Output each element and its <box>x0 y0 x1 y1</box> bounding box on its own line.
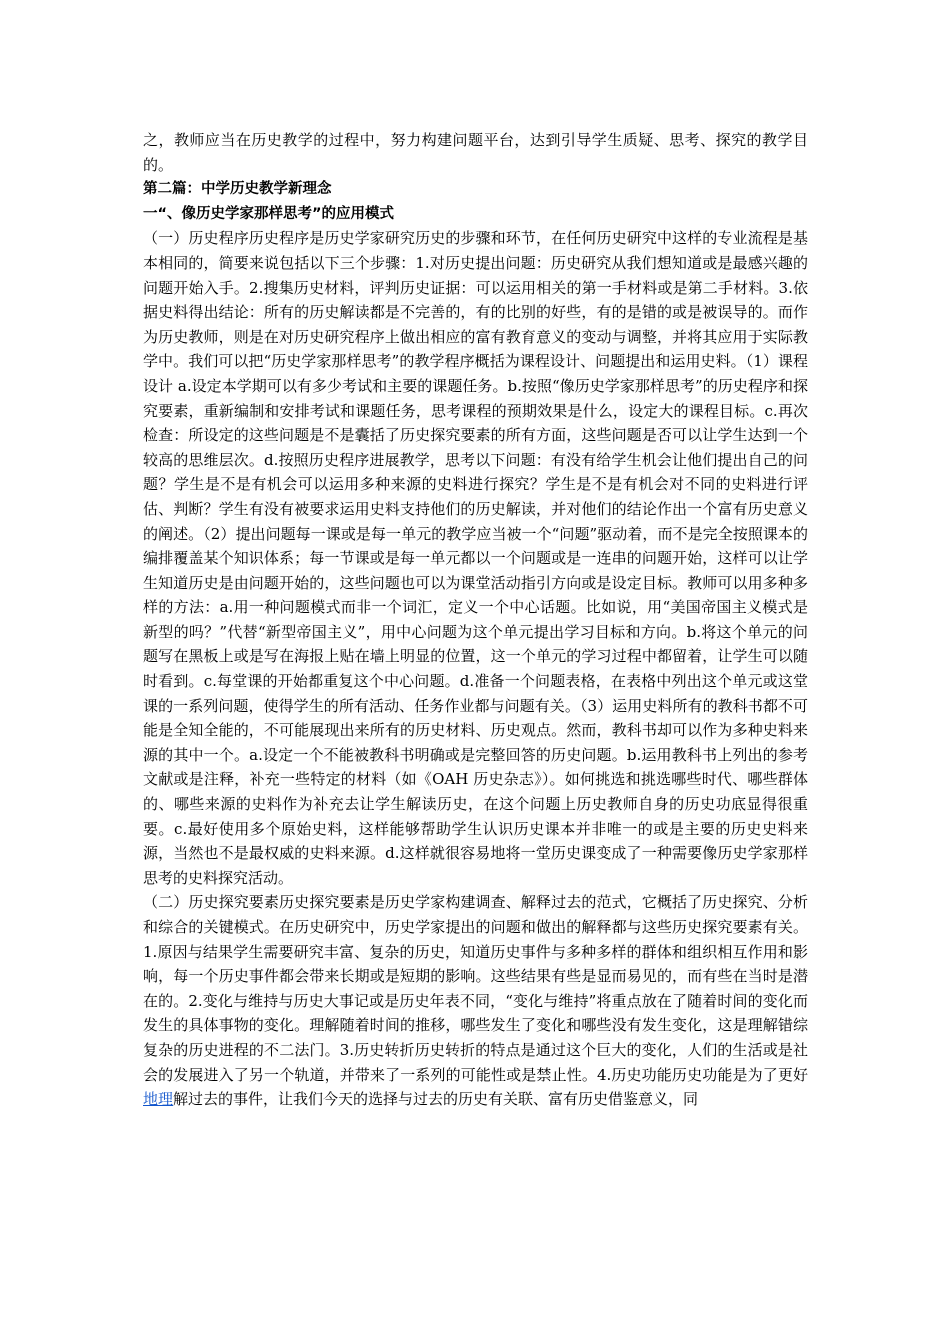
intro-paragraph: 之，教师应当在历史教学的过程中，努力构建问题平台，达到引导学生质疑、思考、探究的教学目的。 <box>143 131 808 174</box>
chapter-title: 第二篇：中学历史教学新理念 <box>143 181 332 198</box>
paragraph-text-before-link: （二）历史探究要素历史探究要素是历史学家构建调查、解释过去的范式，它概括了历史探究、分析和综合的关键模式。在历史研究中，历史学家提出的问题和做出的解释都与这些历史探究要素有关。1.原因与结果学生需要研究丰富、复杂的历史，知道历史事件与多种多样的群体和组织相互作用和影响，每一个历史事件都会带来长期或是短期的影响。这些结果有些是显而易见的，而有些在当时是潜在的。2.变化与维持与历史大事记或是历史年表不同，“变化与维持”将重点放在了随着时间的变化而发生的具体事物的变化。理解随着时间的推移，哪些发生了变化和哪些没有发生变化，这是理解错综复杂的历史进程的不二法门。3.历史转折历史转折的特点是通过这个巨大的变化，人们的生活或是社会的发展进入了另一个轨道，并带来了一系列的可能性或是禁止性。4.历史功能历史功能是为了更好 <box>143 893 808 1084</box>
geography-link[interactable]: 地理 <box>143 1090 174 1109</box>
paragraph-text-after-link: 解过去的事件，让我们今天的选择与过去的历史有关联、富有历史借鉴意义，同 <box>173 1090 699 1109</box>
paragraph-inquiry-elements <box>143 890 808 1111</box>
paragraph-history-procedure: （一）历史程序历史程序是历史学家研究历史的步骤和环节，在任何历史研究中这样的专业流程是基本相同的，简要来说包括以下三个步骤：1.对历史提出问题：历史研究从我们想知道或是最感兴趣的问题开始入手。2.搜集历史材料，评判历史证据：可以运用相关的第一手材料或是第二手材料。3.依据史料得出结论：所有的历史解读都是不完善的，有的比别的好些，有的是错的或是被误导的。而作为历史教师，则是在对历史研究程序上做出相应的富有教育意义的变动与调整，并将其应用于实际教学中。我们可以把“历史学家那样思考”的教学程序概括为课程设计、问题提出和运用史料。（1）课程设计 a.设定本学期可以有多少考试和主要的课题任务。b.按照“像历史学家那样思考”的历史程序和探究要素，重新编制和安排考试和课题任务，思考课程的预期效果是什么，设定大的课程目标。c.再次检查：所设定的这些问题是不是囊括了历史探究要素的所有方面，这些问题是否可以让学生达到一个较高的思维层次。d.按照历史程序进展教学，思考以下问题：有没有给学生机会让他们提出自己的问题？学生是不是有机会可以运用多种来源的史料进行探究？学生是不是有机会对不同的史料进行评估、判断？学生有没有被要求运用史料支持他们的历史解读，并对他们的结论作出一个富有历史意义的阐述。（2）提出问题每一课或是每一单元的教学应当被一个“问题”驱动着，而不是完全按照课本的编排覆盖某个知识体系；每一节课或是每一单元都以一个问题或是一连串的问题开始，这样可以让学生知道历史是由问题开始的，这些问题也可以为课堂活动指引方向或是设定目标。教师可以用多种多样的方法：a.用一种问题模式而非一个词汇，定义一个中心话题。比如说，用“美国帝国主义模式是新型的吗？”代替“新型帝国主义”，用中心问题为这个单元提出学习目标和方向。b.将这个单元的问题写在黑板上或是写在海报上贴在墙上明显的位置，这一个单元的学习过程中都留着，让学生可以随时看到。c.每堂课的开始都重复这个中心问题。d.准备一个问题表格，在表格中列出这个单元或这堂课的一系列问题，使得学生的所有活动、任务作业都与问题有关。（3）运用史料所有的教科书都不可能是全知全能的，不可能展现出来所有的历史材料、历史观点。然而，教科书却可以作为多种史料来源的其中一个。a.设定一个不能被教科书明确或是完整回答的历史问题。b.运用教科书上列出的参考文献或是注释，补充一些特定的材料（如《OAH 历史杂志》）。如何挑选和挑选哪些时代、哪些群体的、哪些来源的史料作为补充去让学生解读历史，在这个问题上历史教师自身的历史功底显得很重要。c.最好使用多个原始史料，这样能够帮助学生认识历史课本并非唯一的或是主要的历史史料来源，当然也不是最权威的史料来源。d.这样就很容易地将一堂历史课变成了一种需要像历史学家那样思考的史料探究活动。 <box>143 229 808 887</box>
section-title: 一“、像历史学家那样思考”的应用模式 <box>143 205 395 222</box>
document-page <box>143 128 808 1112</box>
